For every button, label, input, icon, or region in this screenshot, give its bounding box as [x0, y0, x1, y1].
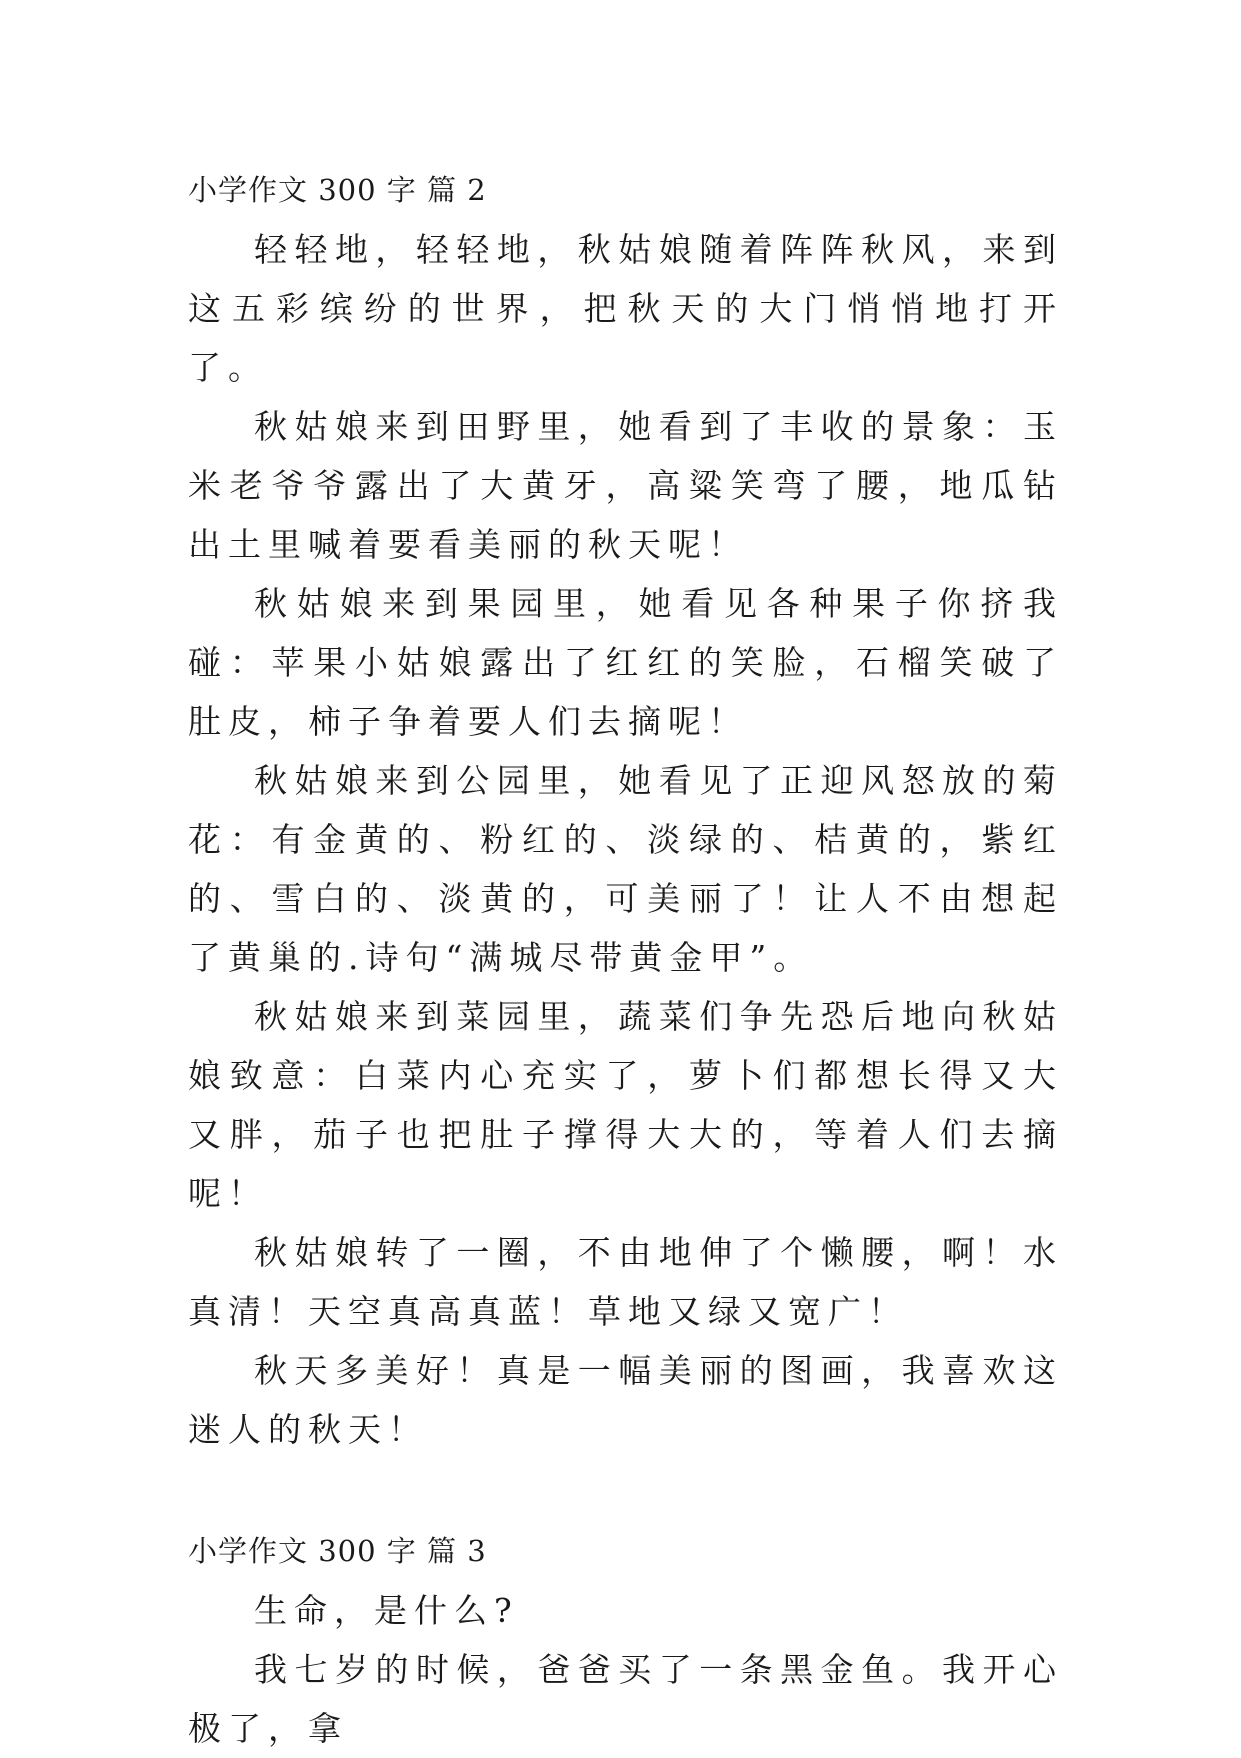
paragraph: 秋姑娘来到菜园里，蔬菜们争先恐后地向秋姑娘致意：白菜内心充实了，萝卜们都想长得又大又胖，茄子也把肚子撑得大大的，等着人们去摘呢！ — [188, 997, 1063, 1213]
document-body — [188, 160, 1063, 1758]
essay-section-3 — [188, 1521, 1063, 1758]
paragraph: 生命，是什么? — [254, 1591, 519, 1630]
essay-section-2 — [188, 160, 1063, 1459]
section-heading: 小学作文 300 字 篇 3 — [188, 1534, 487, 1568]
paragraph: 轻轻地，轻轻地，秋姑娘随着阵阵秋风，来到这五彩缤纷的世界，把秋天的大门悄悄地打开了。 — [188, 230, 1063, 387]
paragraph: 秋姑娘转了一圈，不由地伸了个懒腰，啊！水真清！天空真高真蓝！草地又绿又宽广！ — [188, 1233, 1063, 1331]
paragraph: 秋天多美好！真是一幅美丽的图画，我喜欢这迷人的秋天！ — [188, 1351, 1063, 1449]
paragraph: 秋姑娘来到果园里，她看见各种果子你挤我碰：苹果小姑娘露出了红红的笑脸，石榴笑破了肚皮，柿子争着要人们去摘呢！ — [188, 584, 1063, 741]
section-spacer — [188, 1459, 1063, 1521]
paragraph: 我七岁的时候，爸爸买了一条黑金鱼。我开心极了，拿 — [188, 1650, 1063, 1748]
paragraph: 秋姑娘来到公园里，她看见了正迎风怒放的菊花：有金黄的、粉红的、淡绿的、桔黄的，紫红的、雪白的、淡黄的，可美丽了！让人不由想起了黄巢的.诗句“满城尽带黄金甲”。 — [188, 761, 1063, 977]
section-heading: 小学作文 300 字 篇 2 — [188, 173, 487, 207]
paragraph: 秋姑娘来到田野里，她看到了丰收的景象：玉米老爷爷露出了大黄牙，高粱笑弯了腰，地瓜钻出土里喊着要看美丽的秋天呢！ — [188, 407, 1063, 564]
